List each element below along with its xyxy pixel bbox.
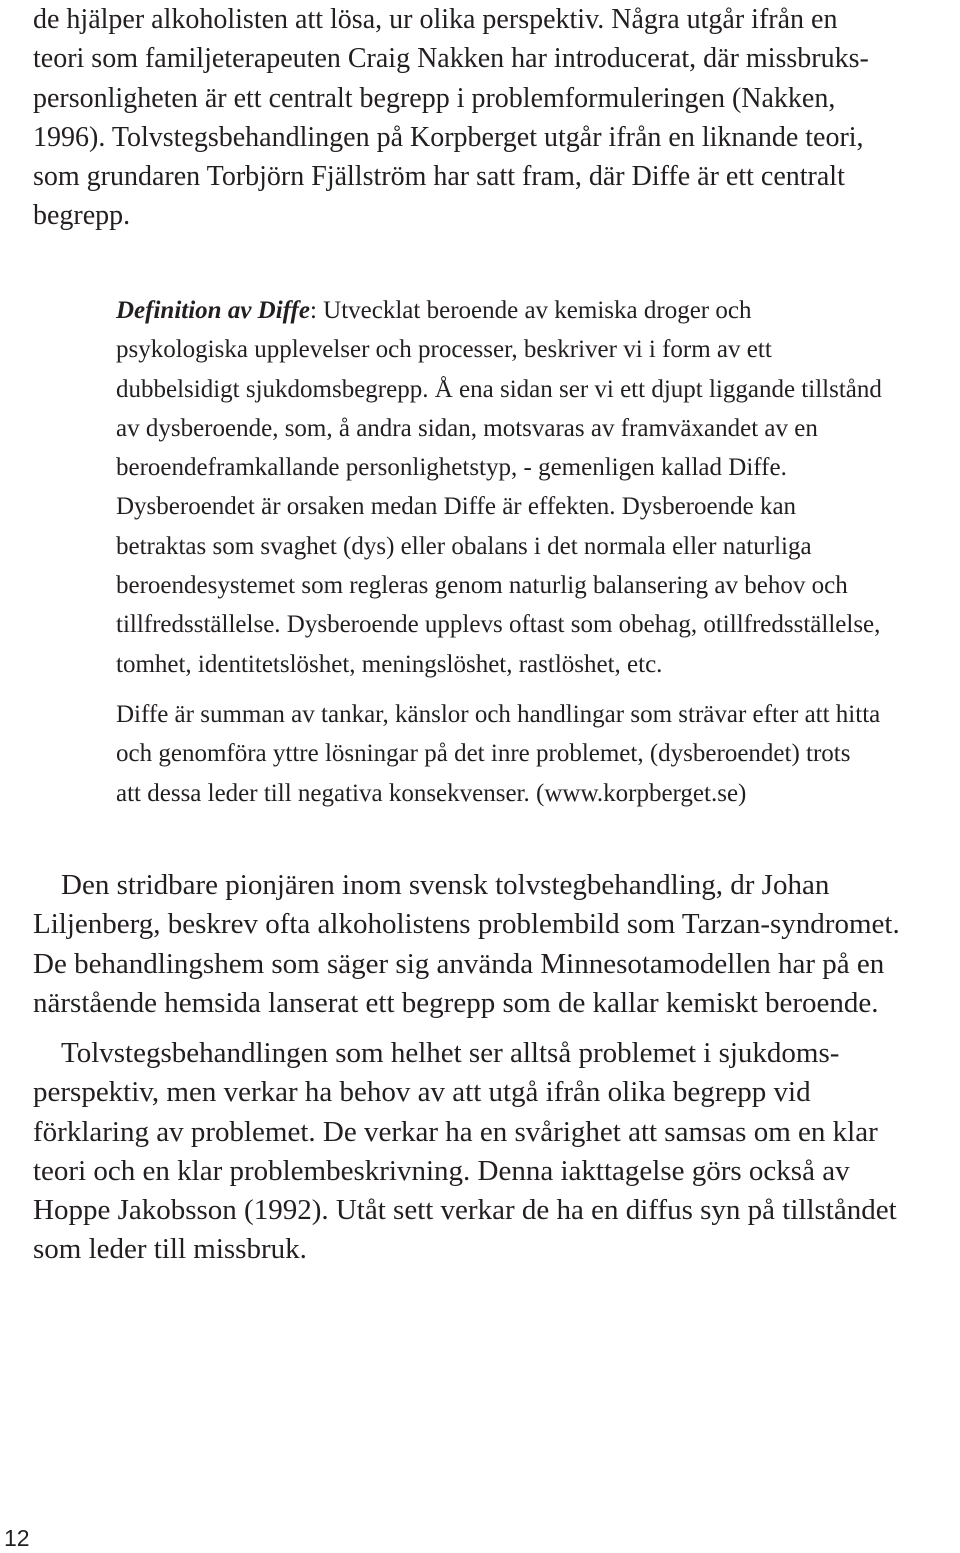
definition-quote-second-paragraph — [116, 695, 956, 813]
paragraph-line: begrepp. — [33, 200, 131, 232]
definition-line: tomhet, identitetslöshet, meningslöshet, rastlöshet, etc. — [116, 650, 663, 678]
paragraph-line: som grundaren Torbjörn Fjällström har satt fram, där Diffe är ett centralt — [33, 161, 845, 193]
body-paragraph-liljenberg — [33, 866, 953, 1023]
body-paragraph-conclusion — [33, 1034, 953, 1270]
definition-line: dubbelsidigt sjukdomsbegrepp. Å ena sidan ser vi ett djupt liggande tillstånd — [116, 375, 882, 403]
definition-line: tillfredsställelse. Dysberoende upplevs oftast som obehag, otillfredsställelse, — [116, 611, 881, 639]
paragraph-line: De behandlingshem som säger sig använda Minnesotamodellen har på en — [33, 947, 885, 980]
definition-line: av dysberoende, som, å andra sidan, motsvaras av framväxandet av en — [116, 414, 818, 442]
definition-line: beroendesystemet som regleras genom naturlig balansering av behov och — [116, 572, 848, 600]
definition-first-line-text: : Utvecklat beroende av kemiska droger och — [309, 297, 752, 324]
definition-line: beroendeframkallande personlighetstyp, - gemenligen kallad Diffe. — [116, 454, 787, 482]
definition-term: Definition av Diffe — [116, 297, 310, 324]
definition-line: att dessa leder till negativa konsekvenser. (www.korpberget.se) — [116, 779, 747, 807]
definition-line: psykologiska upplevelser och processer, beskriver vi i form av ett — [116, 336, 772, 364]
paragraph-line: närstående hemsida lanserat ett begrepp som de kallar kemiskt beroende. — [33, 986, 879, 1019]
paragraph-line: Liljenberg, beskrev ofta alkoholistens problembild som Tarzan-syndromet. — [33, 908, 900, 941]
page-number: 12 — [4, 1525, 30, 1551]
definition-line: Diffe är summan av tankar, känslor och handlingar som strävar efter att hitta — [116, 701, 881, 728]
definition-line: Dysberoendet är orsaken medan Diffe är effekten. Dysberoende kan — [116, 493, 797, 521]
paragraph-line: teori som familjeterapeuten Craig Nakken har introducerat, där missbruks- — [33, 43, 869, 75]
paragraph-line: perspektiv, men verkar ha behov av att utgå ifrån olika begrepp vid — [33, 1076, 811, 1109]
paragraph-line: de hjälper alkoholisten att lösa, ur olika perspektiv. Några utgår ifrån en — [33, 4, 838, 35]
paragraph-line: förklaring av problemet. De verkar ha en svårighet att samsas om en klar — [33, 1115, 878, 1148]
paragraph-line: 1996). Tolvstegsbehandlingen på Korpberget utgår ifrån en liknande teori, — [33, 121, 864, 153]
definition-quote — [116, 291, 956, 684]
definition-line: och genomföra yttre lösningar på det inre problemet, (dysberoendet) trots — [116, 740, 851, 768]
definition-first-line — [116, 291, 956, 330]
definition-line: betraktas som svaghet (dys) eller obalans i det normala eller naturliga — [116, 532, 812, 560]
paragraph-line: Hoppe Jakobsson (1992). Utåt sett verkar de ha en diffus syn på tillståndet — [33, 1194, 897, 1227]
paragraph-line: Tolvstegsbehandlingen som helhet ser alltså problemet i sjukdoms- — [61, 1037, 840, 1069]
paragraph-line: personligheten är ett centralt begrepp i problemformuleringen (Nakken, — [33, 82, 836, 114]
paragraph-line: teori och en klar problembeskrivning. Denna iakttagelse görs också av — [33, 1154, 850, 1187]
paragraph-line: Den stridbare pionjären inom svensk tolvstegbehandling, dr Johan — [61, 869, 830, 901]
top-paragraph — [33, 0, 953, 236]
paragraph-line: som leder till missbruk. — [33, 1233, 307, 1266]
